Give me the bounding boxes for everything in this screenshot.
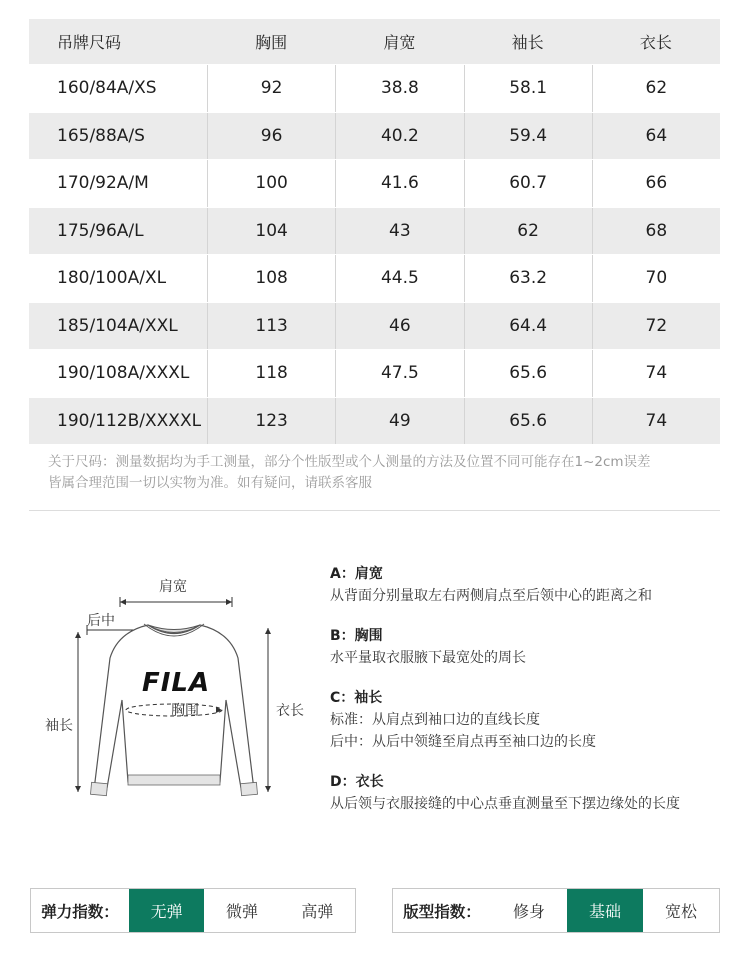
elasticity-index [30, 888, 356, 933]
cell-shoulder: 44.5 [335, 255, 463, 302]
desc-title: A：肩宽 [330, 566, 383, 582]
table-row [29, 303, 720, 351]
size-note [48, 452, 728, 494]
cell-length: 72 [592, 303, 720, 350]
measurement-descriptions [330, 563, 730, 833]
header-tag-size: 吊牌尺码 [57, 33, 122, 52]
cell-chest: 100 [207, 160, 335, 207]
fit-option-regular: 基础 [567, 889, 643, 932]
cell-chest: 96 [207, 113, 335, 160]
cell-sleeve: 63.2 [464, 255, 592, 302]
header-chest: 胸围 [255, 33, 288, 52]
desc-sleeve [330, 687, 730, 753]
cell-size: 190/112B/XXXXL [57, 410, 202, 431]
desc-line: 水平量取衣服腋下最宽处的周长 [330, 650, 526, 666]
table-row [29, 255, 720, 303]
cell-sleeve: 65.6 [464, 350, 592, 397]
elasticity-option-none: 无弹 [129, 889, 204, 932]
table-row [29, 65, 720, 113]
cell-chest: 104 [207, 208, 335, 255]
shoulder-label: 肩宽 [159, 579, 187, 595]
cell-sleeve: 60.7 [464, 160, 592, 207]
table-row [29, 113, 720, 161]
fila-logo: FILA [142, 668, 211, 698]
sleeve-label: 袖长 [45, 718, 73, 734]
cell-length: 64 [592, 113, 720, 160]
table-row [29, 398, 720, 446]
fit-option-loose: 宽松 [664, 902, 697, 921]
cell-shoulder: 38.8 [335, 65, 463, 112]
header-sleeve: 袖长 [511, 33, 544, 52]
desc-chest [330, 625, 730, 669]
cell-size: 190/108A/XXXL [57, 363, 190, 384]
desc-line: 从后领与衣服接缝的中心点垂直测量至下摆边缘处的长度 [330, 796, 680, 812]
cell-shoulder: 41.6 [335, 160, 463, 207]
desc-title: D：衣长 [330, 774, 384, 790]
header-length: 衣长 [639, 33, 672, 52]
size-table [29, 19, 720, 445]
cell-shoulder: 43 [335, 208, 463, 255]
cell-chest: 123 [207, 398, 335, 445]
fit-index [392, 888, 720, 933]
cell-shoulder: 47.5 [335, 350, 463, 397]
cell-sleeve: 58.1 [464, 65, 592, 112]
section-divider [29, 510, 720, 511]
measurement-diagram [40, 570, 310, 810]
elasticity-label: 弹力指数： [41, 902, 119, 921]
cell-chest: 113 [207, 303, 335, 350]
desc-title: B：胸围 [330, 628, 383, 644]
cell-shoulder: 40.2 [335, 113, 463, 160]
cell-size: 170/92A/M [57, 173, 149, 194]
cell-size: 180/100A/XL [57, 268, 167, 289]
fit-option-slim: 修身 [512, 902, 545, 921]
header-shoulder: 肩宽 [383, 33, 416, 52]
cell-size: 185/104A/XXL [57, 315, 178, 336]
table-row [29, 160, 720, 208]
cell-length: 74 [592, 398, 720, 445]
desc-length [330, 771, 730, 815]
length-label: 衣长 [276, 703, 304, 719]
fit-label: 版型指数： [403, 902, 481, 921]
desc-line: 从背面分别量取左右两侧肩点至后领中心的距离之和 [330, 588, 652, 604]
elasticity-option-high: 高弹 [301, 902, 334, 921]
cell-size: 165/88A/S [57, 125, 145, 146]
cell-shoulder: 46 [335, 303, 463, 350]
desc-line: 后中：从后中领缝至肩点再至袖口边的长度 [330, 734, 596, 750]
table-header [29, 19, 720, 65]
cell-sleeve: 64.4 [464, 303, 592, 350]
cell-shoulder: 49 [335, 398, 463, 445]
elasticity-option-slight: 微弹 [225, 902, 258, 921]
cell-length: 62 [592, 65, 720, 112]
size-note-line-1: 关于尺码：测量数据均为手工测量，部分个性版型或个人测量的方法及位置不同可能存在1~2cm误差 [48, 454, 651, 470]
cell-chest: 92 [207, 65, 335, 112]
cell-length: 70 [592, 255, 720, 302]
desc-line: 标准：从肩点到袖口边的直线长度 [330, 712, 540, 728]
cell-size: 175/96A/L [57, 220, 144, 241]
cell-sleeve: 65.6 [464, 398, 592, 445]
table-row [29, 350, 720, 398]
cell-length: 66 [592, 160, 720, 207]
chest-label: 胸围 [171, 703, 199, 719]
back-center-label: 后中 [87, 613, 115, 629]
cell-size: 160/84A/XS [57, 78, 157, 99]
cell-chest: 118 [207, 350, 335, 397]
size-note-line-2: 皆属合理范围一切以实物为准。如有疑问，请联系客服 [48, 475, 372, 491]
cell-length: 74 [592, 350, 720, 397]
table-row [29, 208, 720, 256]
cell-sleeve: 62 [464, 208, 592, 255]
desc-title: C：袖长 [330, 690, 383, 706]
cell-sleeve: 59.4 [464, 113, 592, 160]
desc-shoulder [330, 563, 730, 607]
cell-chest: 108 [207, 255, 335, 302]
cell-length: 68 [592, 208, 720, 255]
